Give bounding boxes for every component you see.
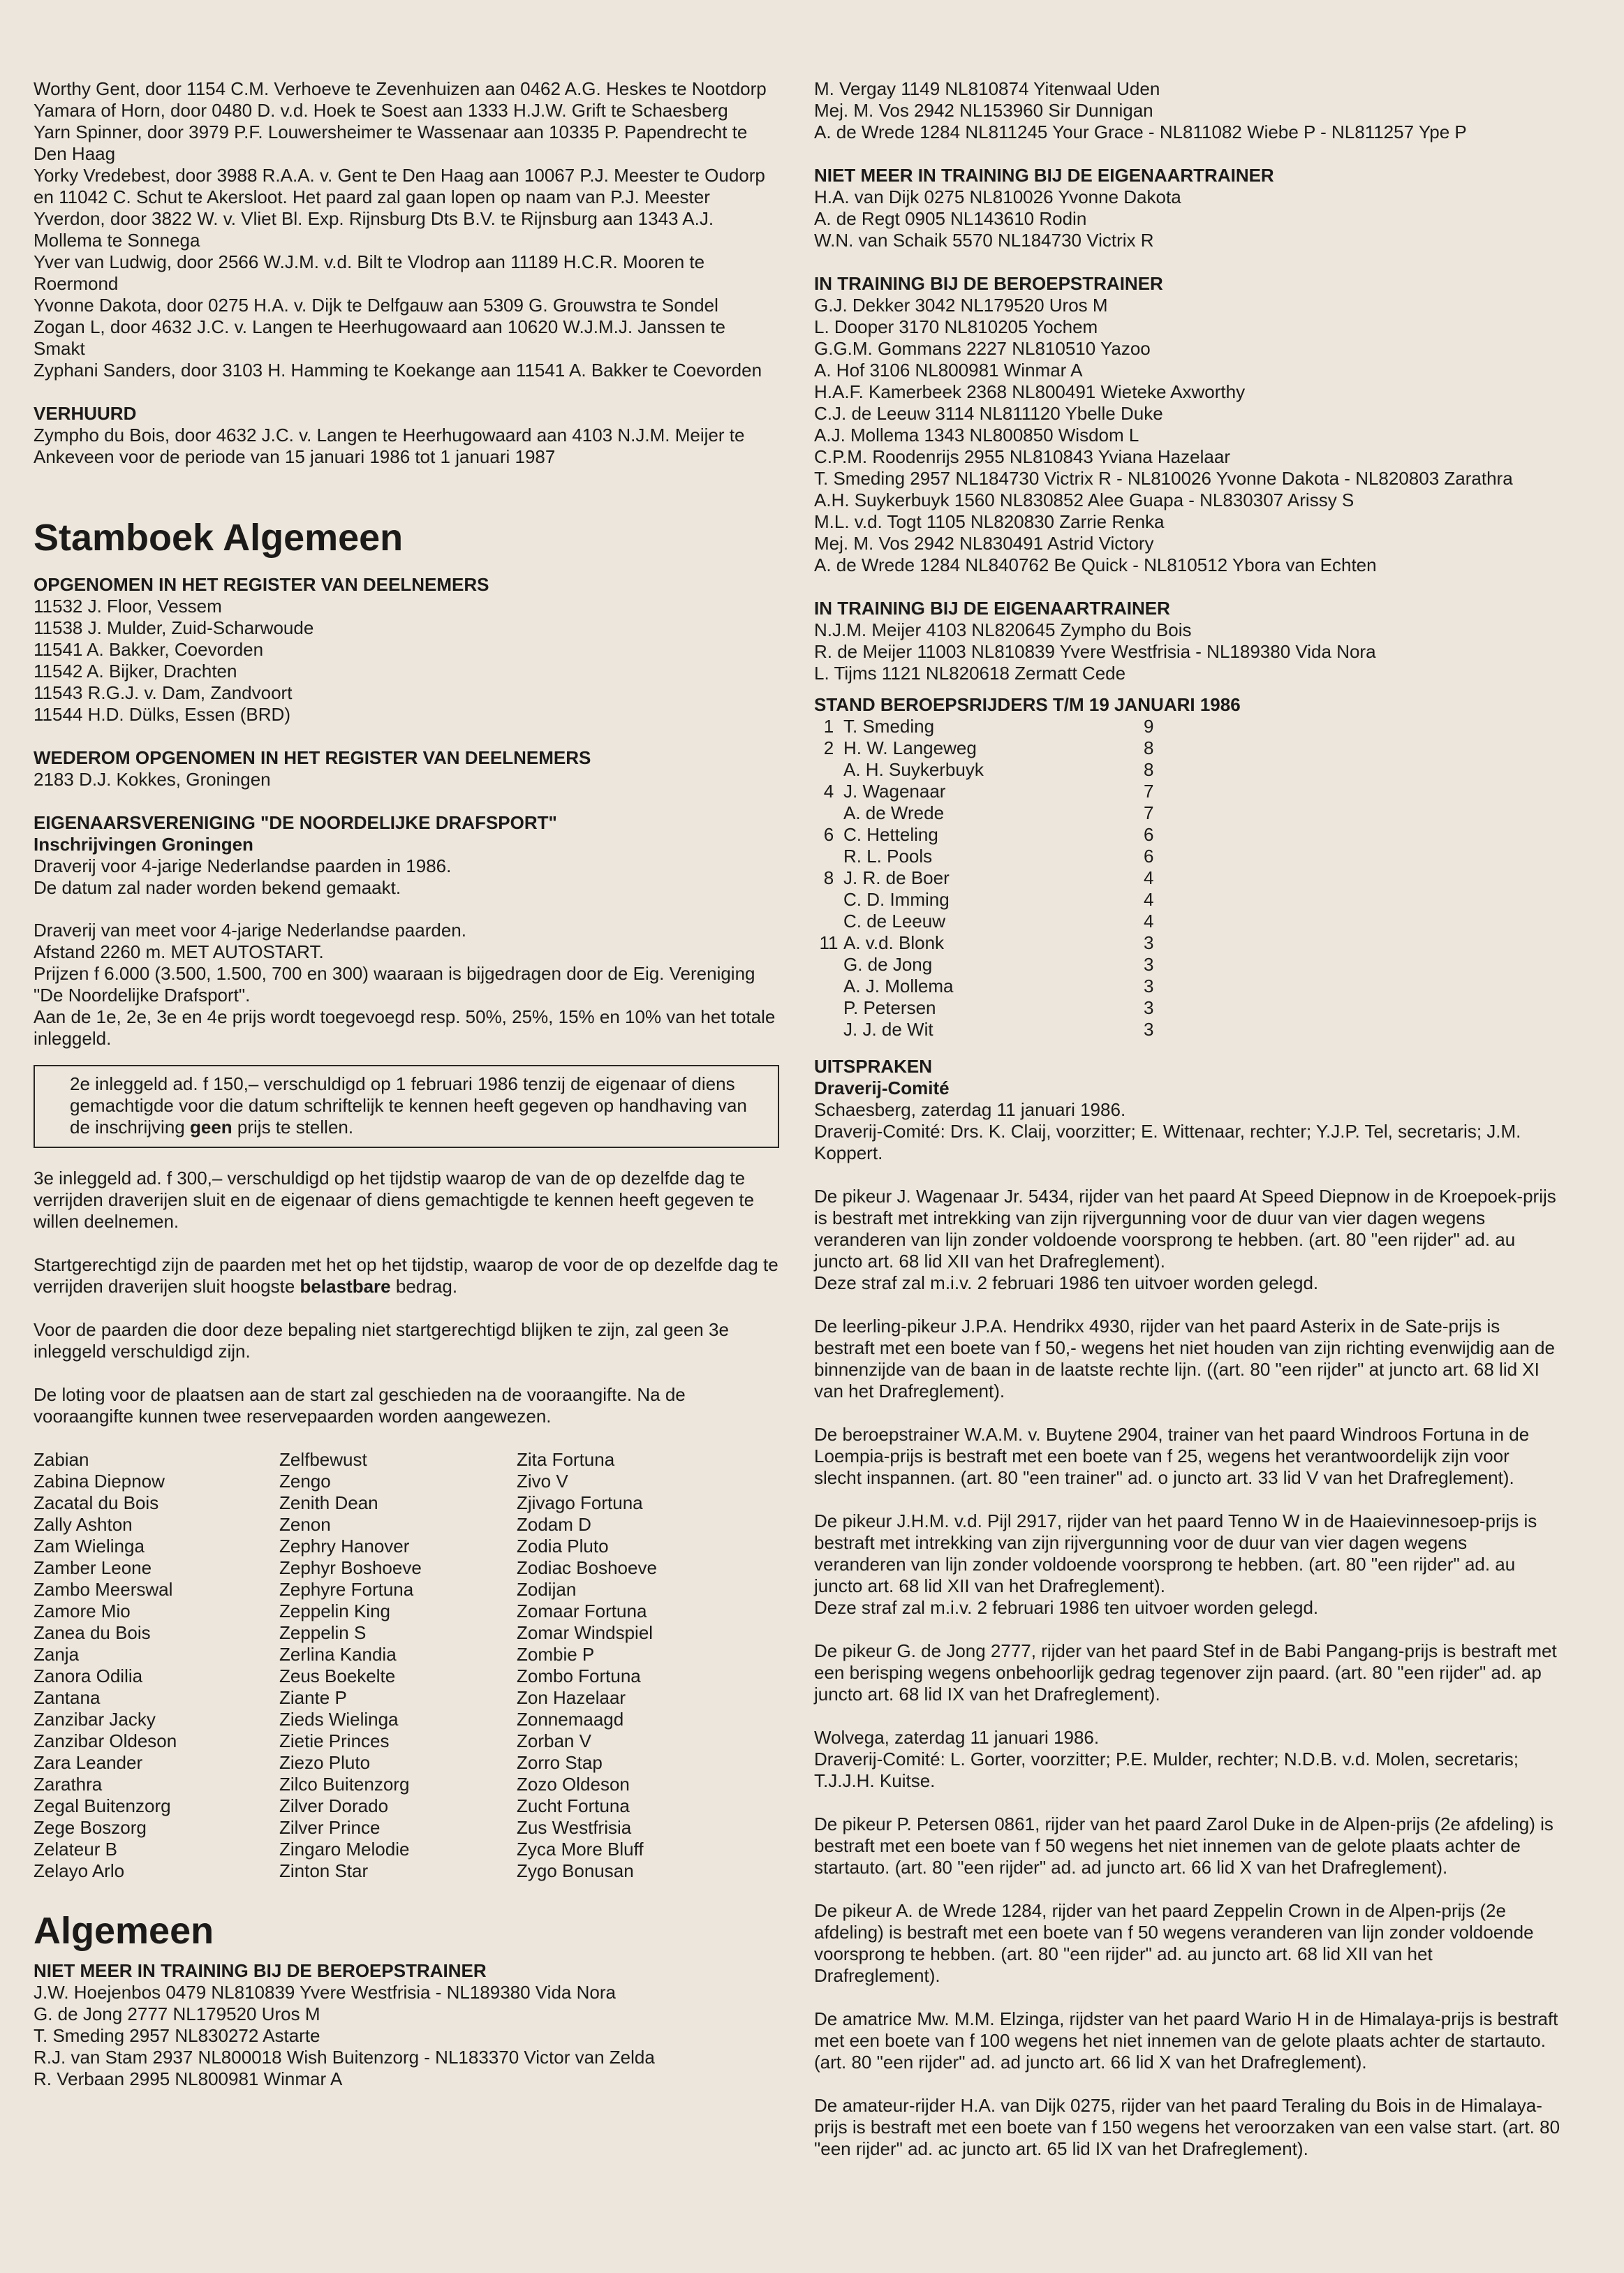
horse-name: Zally Ashton	[34, 1514, 133, 1535]
horse-name: Zarathra	[34, 1774, 103, 1795]
stand-row	[814, 737, 1199, 759]
stand-points: 7	[1144, 781, 1154, 802]
horse-name: Zeppelin S	[279, 1622, 367, 1643]
horse-name: Zilver Prince	[279, 1817, 381, 1838]
horse-name: Zucht Fortuna	[517, 1795, 630, 1816]
horse-name: Zenon	[279, 1514, 331, 1535]
stand-points: 6	[1144, 846, 1154, 867]
horse-name: Zon Hazelaar	[517, 1687, 626, 1708]
opgenomen-section	[34, 574, 779, 726]
stand-row	[814, 846, 1199, 867]
rulings-schaesberg	[814, 1186, 1561, 1705]
transfer-entry: Zyphani Sanders, door 3103 H. Hamming te Koekange aan 11541 A. Bakker te Coevorden	[34, 360, 762, 381]
horse-name: Zietie Princes	[279, 1730, 390, 1751]
transfer-entry: Yamara of Horn, door 0480 D. v.d. Hoek te Soest aan 1333 H.J.W. Grift te Schaesberg	[34, 100, 728, 121]
horse-name: Zanzibar Oldeson	[34, 1730, 177, 1751]
stand-rank: 8	[823, 867, 834, 888]
horse-name: Zara Leander	[34, 1752, 143, 1773]
ruling	[814, 1186, 1561, 1294]
trainer-entry: G.J. Dekker 3042 NL179520 Uros M	[814, 295, 1108, 316]
stand-name: R. L. Pools	[843, 846, 933, 867]
transfer-entry: Yvonne Dakota, door 0275 H.A. v. Dijk te Delfgauw aan 5309 G. Grouwstra te Sondel	[34, 295, 718, 316]
wederom-section	[34, 747, 779, 790]
trainer-entry: W.N. van Schaik 5570 NL184730 Victrix R	[814, 230, 1154, 251]
name-column	[279, 1449, 517, 1882]
horse-name: Zegal Buitenzorg	[34, 1795, 171, 1816]
horse-name: Zieds Wielinga	[279, 1709, 399, 1730]
ruling	[814, 2095, 1561, 2160]
stand-rank	[814, 954, 843, 976]
ruling	[814, 1900, 1561, 1987]
ruling-text: Deze straf zal m.i.v. 2 februari 1986 ten uitvoer worden gelegd.	[814, 1597, 1319, 1618]
body-text: Afstand 2260 m. MET AUTOSTART.	[34, 941, 324, 962]
horse-name: Zanja	[34, 1644, 80, 1665]
transfer-entry: Yver van Ludwig, door 2566 W.J.M. v.d. Bilt te Vlodrop aan 11189 H.C.R. Mooren te Roermond	[34, 251, 705, 294]
stand-table	[814, 716, 1199, 1040]
stand-row	[814, 954, 1199, 976]
horse-name: Zomaar Fortuna	[517, 1601, 647, 1621]
stand-row	[814, 1019, 1199, 1040]
stand-row	[814, 781, 1199, 802]
body-text: Draverij van meet voor 4-jarige Nederlandse paarden.	[34, 920, 466, 941]
box-text: 2e inleggeld ad. f 150,– verschuldigd op 1 februari 1986 tenzij de eigenaar of diens gemachtigde voor die datum schriftelijk te kennen heeft gegeven op handhaving van de inschrijving geen prijs te stellen.	[70, 1073, 747, 1138]
ruling	[814, 1316, 1561, 1402]
horse-name: Zege Boszorg	[34, 1817, 147, 1838]
horse-name: Zomar Windspiel	[517, 1622, 654, 1643]
body-text: Voor de paarden die door deze bepaling niet startgerechtigd blijken te zijn, zal geen 3e inleggeld verschuldigd zijn.	[34, 1319, 729, 1362]
horse-name: Zodiac Boshoeve	[517, 1557, 657, 1578]
horse-name: Zivo V	[517, 1471, 568, 1492]
horse-name: Zacatal du Bois	[34, 1492, 159, 1513]
horse-name: Zodam D	[517, 1514, 591, 1535]
horse-name-list	[34, 1449, 779, 1882]
body-text: De datum zal nader worden bekend gemaakt.	[34, 877, 401, 898]
horse-name: Zorban V	[517, 1730, 591, 1751]
horse-name: Zabina Diepnow	[34, 1471, 165, 1492]
horse-name: Zilco Buitenzorg	[279, 1774, 410, 1795]
stand-heading: STAND BEROEPSRIJDERS T/M 19 JANUARI 1986	[814, 694, 1241, 715]
name-column	[517, 1449, 768, 1882]
inleggeld-box	[34, 1065, 779, 1148]
ruling-text: Deze straf zal m.i.v. 2 februari 1986 ten uitvoer worden gelegd.	[814, 1272, 1319, 1293]
stand-row	[814, 802, 1199, 824]
stand-rank	[814, 976, 843, 997]
trainer-entry: T. Smeding 2957 NL184730 Victrix R - NL810026 Yvonne Dakota - NL820803 Zarathra	[814, 468, 1513, 489]
ruling	[814, 1814, 1561, 1878]
niet-eigenaar-section	[814, 165, 1561, 251]
trainer-entry: R. de Meijer 11003 NL810839 Yvere Westfrisia - NL189380 Vida Nora	[814, 641, 1376, 662]
horse-name: Zephry Hanover	[279, 1536, 410, 1557]
transfer-list	[34, 78, 779, 381]
stand-name: A. J. Mollema	[843, 976, 954, 996]
horse-name: Zombie P	[517, 1644, 595, 1665]
ruling	[814, 1640, 1561, 1705]
stand-name: A. v.d. Blonk	[843, 932, 945, 953]
horse-name: Zambo Meerswal	[34, 1579, 173, 1600]
stand-name: J. Wagenaar	[843, 781, 946, 802]
stand-name: G. de Jong	[843, 954, 933, 975]
stand-row	[814, 932, 1199, 954]
stand-row	[814, 976, 1199, 997]
horse-name: Zelayo Arlo	[34, 1860, 125, 1881]
eigenaars-section	[34, 812, 779, 899]
stand-name: J. R. de Boer	[843, 867, 950, 888]
horse-name: Zanora Odilia	[34, 1665, 143, 1686]
horse-name: Zjivago Fortuna	[517, 1492, 643, 1513]
trainer-entry: L. Dooper 3170 NL810205 Yochem	[814, 316, 1098, 337]
trainer-entry: A. de Wrede 1284 NL811245 Your Grace - NL811082 Wiebe P - NL811257 Ype P	[814, 122, 1467, 142]
wolvega-section	[814, 1727, 1561, 1792]
stand-name: C. de Leeuw	[843, 911, 945, 932]
niet-eigenaar-heading: NIET MEER IN TRAINING BIJ DE EIGENAARTRAINER	[814, 165, 1274, 186]
stand-points: 3	[1144, 932, 1154, 953]
stand-row	[814, 759, 1199, 781]
left-column	[34, 78, 779, 2090]
trainer-entry: L. Tijms 1121 NL820618 Zermatt Cede	[814, 663, 1126, 684]
stand-points: 4	[1144, 867, 1154, 888]
trainer-entry: H.A. van Dijk 0275 NL810026 Yvonne Dakota	[814, 186, 1181, 207]
body-text: Draverij-Comité: Drs. K. Claij, voorzitter; E. Wittenaar, rechter; Y.J.P. Tel, secretaris; J.M. Koppert.	[814, 1121, 1521, 1163]
ruling-text: De pikeur P. Petersen 0861, rijder van het paard Zarol Duke in de Alpen-prijs (2e afdeling) is bestraft met een boete van f 50 wegens het niet innemen van de gelote plaats achter de startauto. (art. 80 "een rijder" ad. ad juncto art. 66 lid X van het Drafreglement).	[814, 1814, 1553, 1878]
horse-name: Zelateur B	[34, 1839, 117, 1860]
stand-points: 3	[1144, 997, 1154, 1018]
trainer-entry: A.J. Mollema 1343 NL800850 Wisdom L	[814, 425, 1139, 446]
stand-points: 4	[1144, 889, 1154, 910]
body-text: Aan de 1e, 2e, 3e en 4e prijs wordt toegevoegd resp. 50%, 25%, 15% en 10% van het totale inleggeld.	[34, 1006, 776, 1049]
horse-name: Zombo Fortuna	[517, 1665, 641, 1686]
horse-name: Zilver Dorado	[279, 1795, 389, 1816]
ruling	[814, 2008, 1561, 2073]
ruling	[814, 1510, 1561, 1619]
stand-rank: 6	[823, 824, 834, 845]
rulings-wolvega	[814, 1814, 1561, 2160]
algemeen-heading: NIET MEER IN TRAINING BIJ DE BEROEPSTRAINER	[34, 1960, 487, 1981]
horse-name: Zus Westfrisia	[517, 1817, 632, 1838]
stand-points: 3	[1144, 976, 1154, 996]
ruling-text: De pikeur J. Wagenaar Jr. 5434, rijder van het paard At Speed Diepnow in de Kroepoek-prijs is bestraft met intrekking van zijn rijvergunning voor de duur van vier dagen wegens veranderen van lijn zonder voldoende voorsprong te hebben. (art. 80 "een rijder" ad. au juncto art. 68 lid XII van het Drafreglement).	[814, 1186, 1556, 1272]
body-text: De loting voor de plaatsen aan de start zal geschieden na de vooraangifte. Na de vooraangifte kunnen twee reservepaarden worden aangewezen.	[34, 1384, 686, 1427]
beroeps-section	[814, 273, 1561, 576]
member-entry: 11544 H.D. Dülks, Essen (BRD)	[34, 704, 290, 725]
right-column	[814, 78, 1561, 2182]
body-text: Wolvega, zaterdag 11 januari 1986.	[814, 1727, 1100, 1748]
stand-rank	[814, 846, 843, 867]
stand-name: C. Hetteling	[843, 824, 938, 845]
stand-points: 3	[1144, 954, 1154, 975]
name-column	[34, 1449, 279, 1882]
beroeps-heading: IN TRAINING BIJ DE BEROEPSTRAINER	[814, 273, 1163, 294]
member-entry: 11541 A. Bakker, Coevorden	[34, 639, 264, 660]
transfer-entry: Zogan L, door 4632 J.C. v. Langen te Heerhugowaard aan 10620 W.J.M.J. Janssen te Smakt	[34, 316, 726, 359]
body-text: Draverij voor 4-jarige Nederlandse paarden in 1986.	[34, 855, 452, 876]
trainer-entry: M.L. v.d. Togt 1105 NL820830 Zarrie Renka	[814, 511, 1165, 532]
horse-name: Zodijan	[517, 1579, 577, 1600]
stand-row	[814, 716, 1199, 737]
ruling-text: De amateur-rijder H.A. van Dijk 0275, rijder van het paard Teraling du Bois in de Himalaya-prijs is bestraft met een boete van f 150 wegens het veroorzaken van een valse start. (art. 80 "een rijder" ad. ac juncto art. 65 lid IX van het Drafreglement).	[814, 2095, 1560, 2159]
stand-points: 6	[1144, 824, 1154, 845]
stand-points: 8	[1144, 737, 1154, 758]
trainer-list-top	[814, 78, 1561, 143]
ruling-text: De pikeur J.H.M. v.d. Pijl 2917, rijder van het paard Tenno W in de Haaievinnesoep-prijs is bestraft met intrekking van zijn rijvergunning voor de duur van vier dagen wegens veranderen van lijn zonder voldoende voorsprong te hebben. (art. 80 "een rijder" ad. au juncto art. 68 lid XII van het Drafreglement).	[814, 1510, 1537, 1596]
verhuurd-section	[34, 403, 779, 468]
stand-points: 9	[1144, 716, 1154, 737]
algemeen-section	[34, 1960, 779, 2090]
stand-rank	[814, 1019, 843, 1040]
verhuurd-text: Zympho du Bois, door 4632 J.C. v. Langen te Heerhugowaard aan 4103 N.J.M. Meijer te Ankeveen voor de periode van 15 januari 1986 tot 1 januari 1987	[34, 425, 745, 467]
trainer-entry: Mej. M. Vos 2942 NL153960 Sir Dunnigan	[814, 100, 1153, 121]
trainer-entry: A. de Wrede 1284 NL840762 Be Quick - NL810512 Ybora van Echten	[814, 554, 1377, 575]
stand-row	[814, 824, 1199, 846]
trainer-entry: C.P.M. Roodenrijs 2955 NL810843 Yviana Hazelaar	[814, 446, 1230, 467]
trainer-entry: G. de Jong 2777 NL179520 Uros M	[34, 2003, 320, 2024]
stand-rank: 2	[823, 737, 834, 758]
horse-name: Zamore Mio	[34, 1601, 131, 1621]
uitspraken-subheading: Draverij-Comité	[814, 1077, 950, 1098]
stand-points: 8	[1144, 759, 1154, 780]
horse-name: Zenith Dean	[279, 1492, 378, 1513]
horse-name: Zerlina Kandia	[279, 1644, 397, 1665]
ruling-text: De beroepstrainer W.A.M. v. Buytene 2904, trainer van het paard Windroos Fortuna in de Loempia-prijs is bestraft met een boete van f 25, wegens het verantwoordelijk zijn voor slecht inspannen. (art. 80 "een trainer" ad. o juncto art. 33 lid V van het Drafreglement).	[814, 1424, 1530, 1488]
horse-name: Zozo Oldeson	[517, 1774, 630, 1795]
horse-name: Ziante P	[279, 1687, 347, 1708]
trainer-entry: J.W. Hoejenbos 0479 NL810839 Yvere Westfrisia - NL189380 Vida Nora	[34, 1982, 616, 2003]
stand-name: A. H. Suykerbuyk	[843, 759, 984, 780]
member-entry: 11542 A. Bijker, Drachten	[34, 661, 237, 682]
ruling-text: De leerling-pikeur J.P.A. Hendrikx 4930, rijder van het paard Asterix in de Sate-prijs is bestraft met een boete van f 50,- wegens het niet houden van zijn richting evenwijdig aan de binnenzijde van de baan in de laatste rechte lijn. ((art. 80 "een rijder" at juncto art. 68 lid XI van het Drafreglement).	[814, 1316, 1555, 1402]
stand-rank	[814, 889, 843, 911]
horse-name: Zephyr Boshoeve	[279, 1557, 422, 1578]
stand-points: 7	[1144, 802, 1154, 823]
horse-name: Zanzibar Jacky	[34, 1709, 156, 1730]
stand-name: C. D. Imming	[843, 889, 950, 910]
transfer-entry: Yorky Vredebest, door 3988 R.A.A. v. Gent te Den Haag aan 10067 P.J. Meester te Oudorp en 11042 C. Schut te Akersloot. Het paard zal gaan lopen op naam van P.J. Meester	[34, 165, 765, 207]
member-entry: 11543 R.G.J. v. Dam, Zandvoort	[34, 682, 293, 703]
trainer-entry: Mej. M. Vos 2942 NL830491 Astrid Victory	[814, 533, 1154, 554]
stand-rank	[814, 911, 843, 932]
member-entry: 11532 J. Floor, Vessem	[34, 596, 222, 617]
body-text: Prijzen f 6.000 (3.500, 1.500, 700 en 300) waaraan is bijgedragen door de Eig. Vereniging "De Noordelijke Drafsport".	[34, 963, 755, 1006]
ruling-text: De pikeur A. de Wrede 1284, rijder van het paard Zeppelin Crown in de Alpen-prijs (2e afdeling) is bestraft met een boete van f 50 wegens veranderen van lijn zonder voldoende voorsprong te hebben. (art. 80 "een rijder" ad. au juncto art. 68 lid XII van het Drafreglement).	[814, 1900, 1534, 1986]
horse-name: Zodia Pluto	[517, 1536, 609, 1557]
horse-name: Zantana	[34, 1687, 101, 1708]
horse-name: Zinton Star	[279, 1860, 369, 1881]
stand-rank: 4	[823, 781, 834, 802]
stand-points: 3	[1144, 1019, 1154, 1040]
transfer-entry: Yarn Spinner, door 3979 P.F. Louwersheimer te Wassenaar aan 10335 P. Papendrecht te Den Haag	[34, 122, 748, 164]
horse-name: Zyca More Bluff	[517, 1839, 644, 1860]
horse-name: Zabian	[34, 1449, 89, 1470]
transfer-entry: Yverdon, door 3822 W. v. Vliet Bl. Exp. Rijnsburg Dts B.V. te Rijnsburg aan 1343 A.J. Mollema te Sonnega	[34, 208, 714, 251]
stamboek-title: Stamboek Algemeen	[34, 517, 404, 559]
ruling	[814, 1424, 1561, 1489]
horse-name: Zonnemaagd	[517, 1709, 624, 1730]
body-text: 3e inleggeld ad. f 300,– verschuldigd op het tijdstip waarop de van de op dezelfde dag te verrijden draverijen sluit en de eigenaar of diens gemachtigde te kennen heeft gegeven te willen deelnemen.	[34, 1168, 755, 1232]
eigenaars-subheading: Inschrijvingen Groningen	[34, 834, 253, 855]
trainer-entry: G.G.M. Gommans 2227 NL810510 Yazoo	[814, 338, 1151, 359]
horse-name: Zam Wielinga	[34, 1536, 145, 1557]
horse-name: Zygo Bonusan	[517, 1860, 634, 1881]
horse-name: Zengo	[279, 1471, 331, 1492]
trainer-entry: R. Verbaan 2995 NL800981 Winmar A	[34, 2068, 343, 2089]
stand-rank: 1	[823, 716, 834, 737]
horse-name: Zorro Stap	[517, 1752, 603, 1773]
horse-name: Zamber Leone	[34, 1557, 152, 1578]
eigenaars-details	[34, 920, 779, 1050]
stand-name: T. Smeding	[843, 716, 935, 737]
stand-row	[814, 997, 1199, 1019]
member-entry: 2183 D.J. Kokkes, Groningen	[34, 769, 271, 790]
horse-name: Zeppelin King	[279, 1601, 390, 1621]
verhuurd-heading: VERHUURD	[34, 403, 137, 424]
horse-name: Zita Fortuna	[517, 1449, 615, 1470]
horse-name: Ziezo Pluto	[279, 1752, 371, 1773]
stand-row	[814, 867, 1199, 889]
stand-row	[814, 911, 1199, 932]
eigenaar-heading: IN TRAINING BIJ DE EIGENAARTRAINER	[814, 598, 1170, 619]
trainer-entry: R.J. van Stam 2937 NL800018 Wish Buitenzorg - NL183370 Victor van Zelda	[34, 2047, 655, 2068]
stand-rank: 11	[819, 932, 839, 953]
trainer-entry: M. Vergay 1149 NL810874 Yitenwaal Uden	[814, 78, 1160, 99]
horse-name: Zelfbewust	[279, 1449, 367, 1470]
ruling-text: De pikeur G. de Jong 2777, rijder van het paard Stef in de Babi Pangang-prijs is bestraft met een berisping wegens onbehoorlijk gedrag tegenover zijn paard. (art. 80 "een rijder" ad. ap juncto art. 68 lid IX van het Drafreglement).	[814, 1640, 1557, 1705]
stand-name: A. de Wrede	[843, 802, 945, 823]
stand-rank	[814, 759, 843, 781]
stand-name: J. J. de Wit	[843, 1019, 933, 1040]
algemeen-title: Algemeen	[34, 1910, 214, 1952]
opgenomen-heading: OPGENOMEN IN HET REGISTER VAN DEELNEMERS	[34, 574, 489, 595]
horse-name: Zingaro Melodie	[279, 1839, 410, 1860]
body-text: Startgerechtigd zijn de paarden met het op het tijdstip, waarop de voor de op dezelfde dag te verrijden draverijen sluit hoogste belastbare bedrag.	[34, 1254, 778, 1297]
uitspraken-heading: UITSPRAKEN	[814, 1056, 933, 1077]
stand-rank	[814, 997, 843, 1019]
body-text: Schaesberg, zaterdag 11 januari 1986.	[814, 1099, 1126, 1120]
horse-name: Zeus Boekelte	[279, 1665, 396, 1686]
wederom-heading: WEDEROM OPGENOMEN IN HET REGISTER VAN DEELNEMERS	[34, 747, 591, 768]
trainer-entry: C.J. de Leeuw 3114 NL811120 Ybelle Duke	[814, 403, 1163, 424]
member-entry: 11538 J. Mulder, Zuid-Scharwoude	[34, 617, 314, 638]
trainer-entry: A. Hof 3106 NL800981 Winmar A	[814, 360, 1083, 381]
horse-name: Zanea du Bois	[34, 1622, 151, 1643]
stand-name: P. Petersen	[843, 997, 936, 1018]
stand-name: H. W. Langeweg	[843, 737, 977, 758]
eigenaars-heading: EIGENAARSVERENIGING "DE NOORDELIJKE DRAFSPORT"	[34, 812, 557, 833]
trainer-entry: H.A.F. Kamerbeek 2368 NL800491 Wieteke Axworthy	[814, 381, 1246, 402]
trainer-entry: N.J.M. Meijer 4103 NL820645 Zympho du Bois	[814, 619, 1192, 640]
uitspraken-section	[814, 1056, 1561, 1164]
trainer-entry: A. de Regt 0905 NL143610 Rodin	[814, 208, 1087, 229]
horse-name: Zephyre Fortuna	[279, 1579, 414, 1600]
body-text: Draverij-Comité: L. Gorter, voorzitter; P.E. Mulder, rechter; N.D.B. v.d. Molen, secretaris; T.J.J.H. Kuitse.	[814, 1749, 1519, 1791]
trainer-entry: A.H. Suykerbuyk 1560 NL830852 Alee Guapa - NL830307 Arissy S	[814, 490, 1354, 510]
stand-rank	[814, 802, 843, 824]
stand-points: 4	[1144, 911, 1154, 932]
ruling-text: De amatrice Mw. M.M. Elzinga, rijdster van het paard Wario H in de Himalaya-prijs is bestraft met een boete van f 100 wegens het niet innemen van de gelote plaats achter de startauto. (art. 80 "een rijder" ad. ad juncto art. 66 lid X van het Drafreglement).	[814, 2008, 1558, 2073]
trainer-entry: T. Smeding 2957 NL830272 Astarte	[34, 2025, 320, 2046]
stand-row	[814, 889, 1199, 911]
transfer-entry: Worthy Gent, door 1154 C.M. Verhoeve te Zevenhuizen aan 0462 A.G. Heskes te Nootdorp	[34, 78, 767, 99]
eigenaar-section	[814, 598, 1561, 684]
